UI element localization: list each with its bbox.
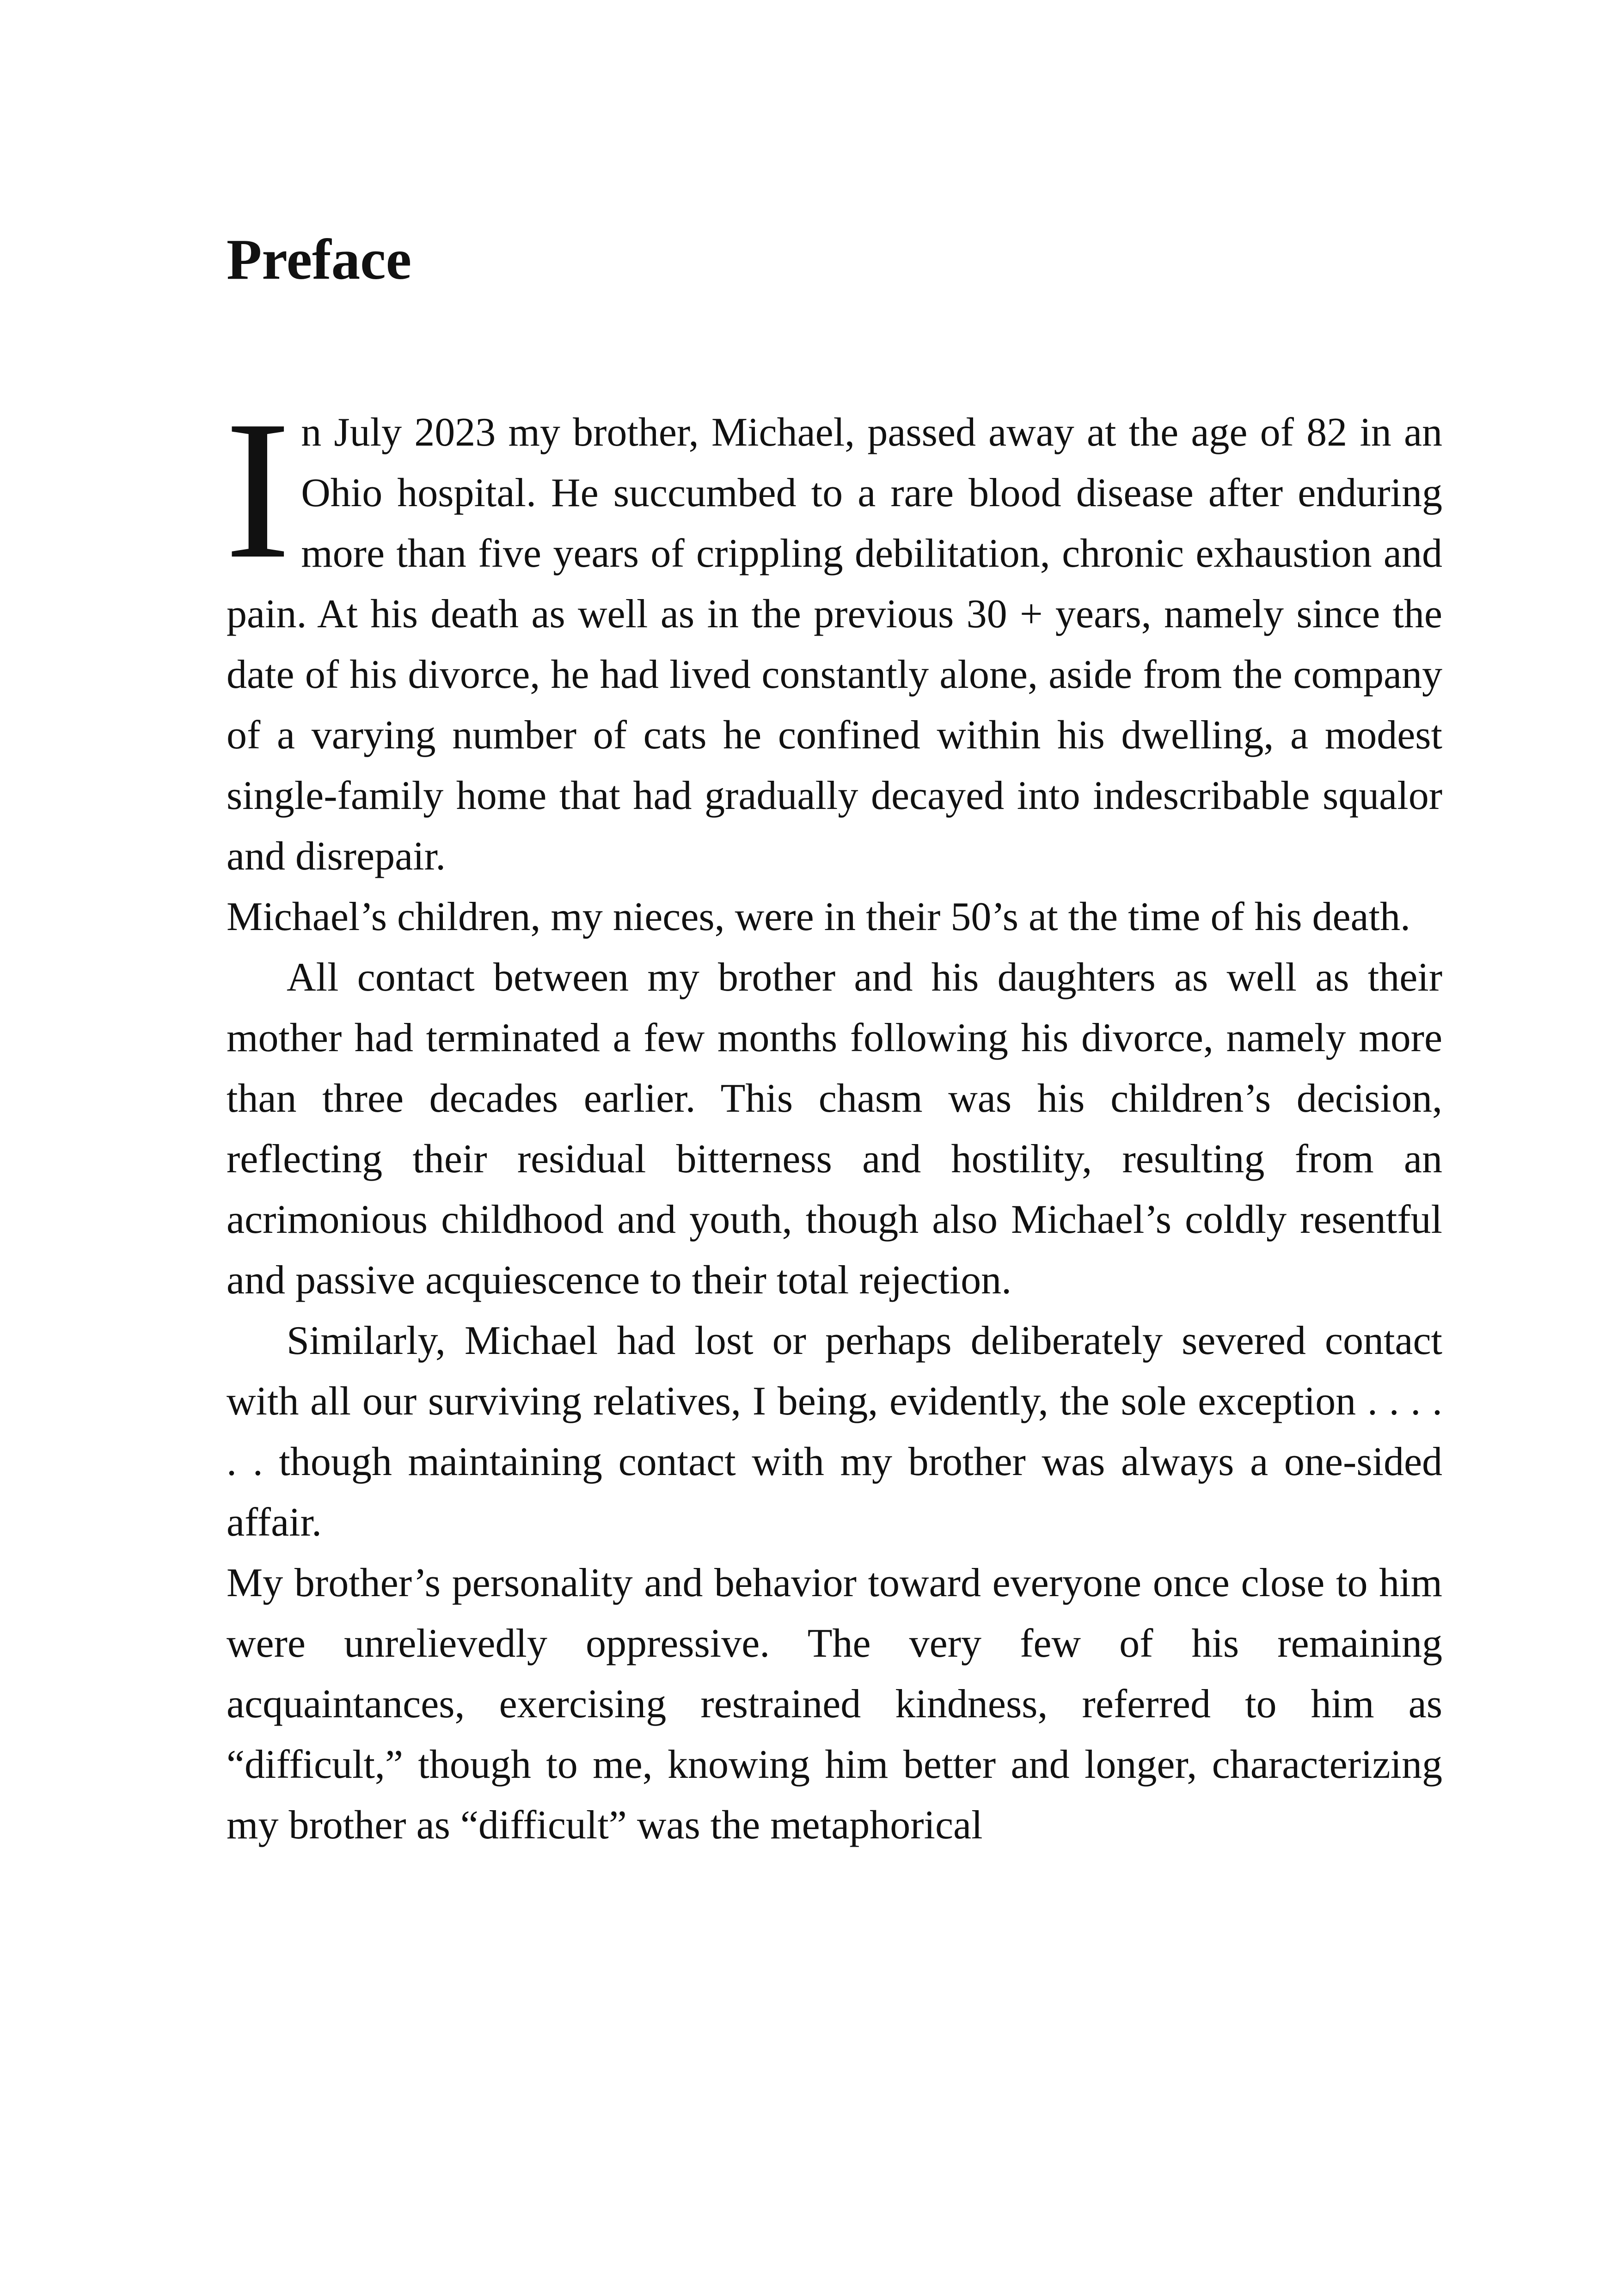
paragraph-1 — [225, 380, 1442, 887]
paragraph-5: My brother’s personality and behavior toward everyone once close to him were unrelievedly oppressive. The very few of his remaining acquaintances, exercising restrained kindness, referred to him as “difficult,” though to me, knowing him better and longer, characterizing my brother as “difficult” was the metaphorical — [227, 1561, 1442, 1848]
paragraph-3: All contact between my brother and his daughters as well as their mother had terminated a few months following his divorce, namely more than three decades earlier. This chasm was his children’s decision, reflecting their residual bitterness and hostility, resulting from an acrimonious childhood and youth, though also Michael’s coldly resentful and passive acquiescence to their total rejection. — [227, 955, 1442, 1303]
drop-cap: I — [225, 380, 291, 600]
chapter-heading: Preface — [227, 228, 412, 292]
paragraph-2: Michael’s children, my nieces, were in their 50’s at the time of his death. — [227, 894, 1411, 939]
paragraph-4: Similarly, Michael had lost or perhaps deliberately severed contact with all our surviving relatives, I being, evidently, the sole exception . . . . . . though maintaining contact with my brother was always a one-sided affair. — [227, 1318, 1442, 1545]
body-text — [225, 380, 1442, 1855]
paragraph-1-text: n July 2023 my brother, Michael, passed away at the age of 82 in an Ohio hospital. He succumbed to a rare blood disease after enduring more than five years of crippling debilitation, chronic exhaustion and pain. At his death as well as in the previous 30 + years, namely since the date of his divorce, he had lived constantly alone, aside from the company of a varying number of cats he confined within his dwelling, a modest single-family home that had gradually decayed into indescribable squalor and disrepair. — [227, 410, 1442, 879]
